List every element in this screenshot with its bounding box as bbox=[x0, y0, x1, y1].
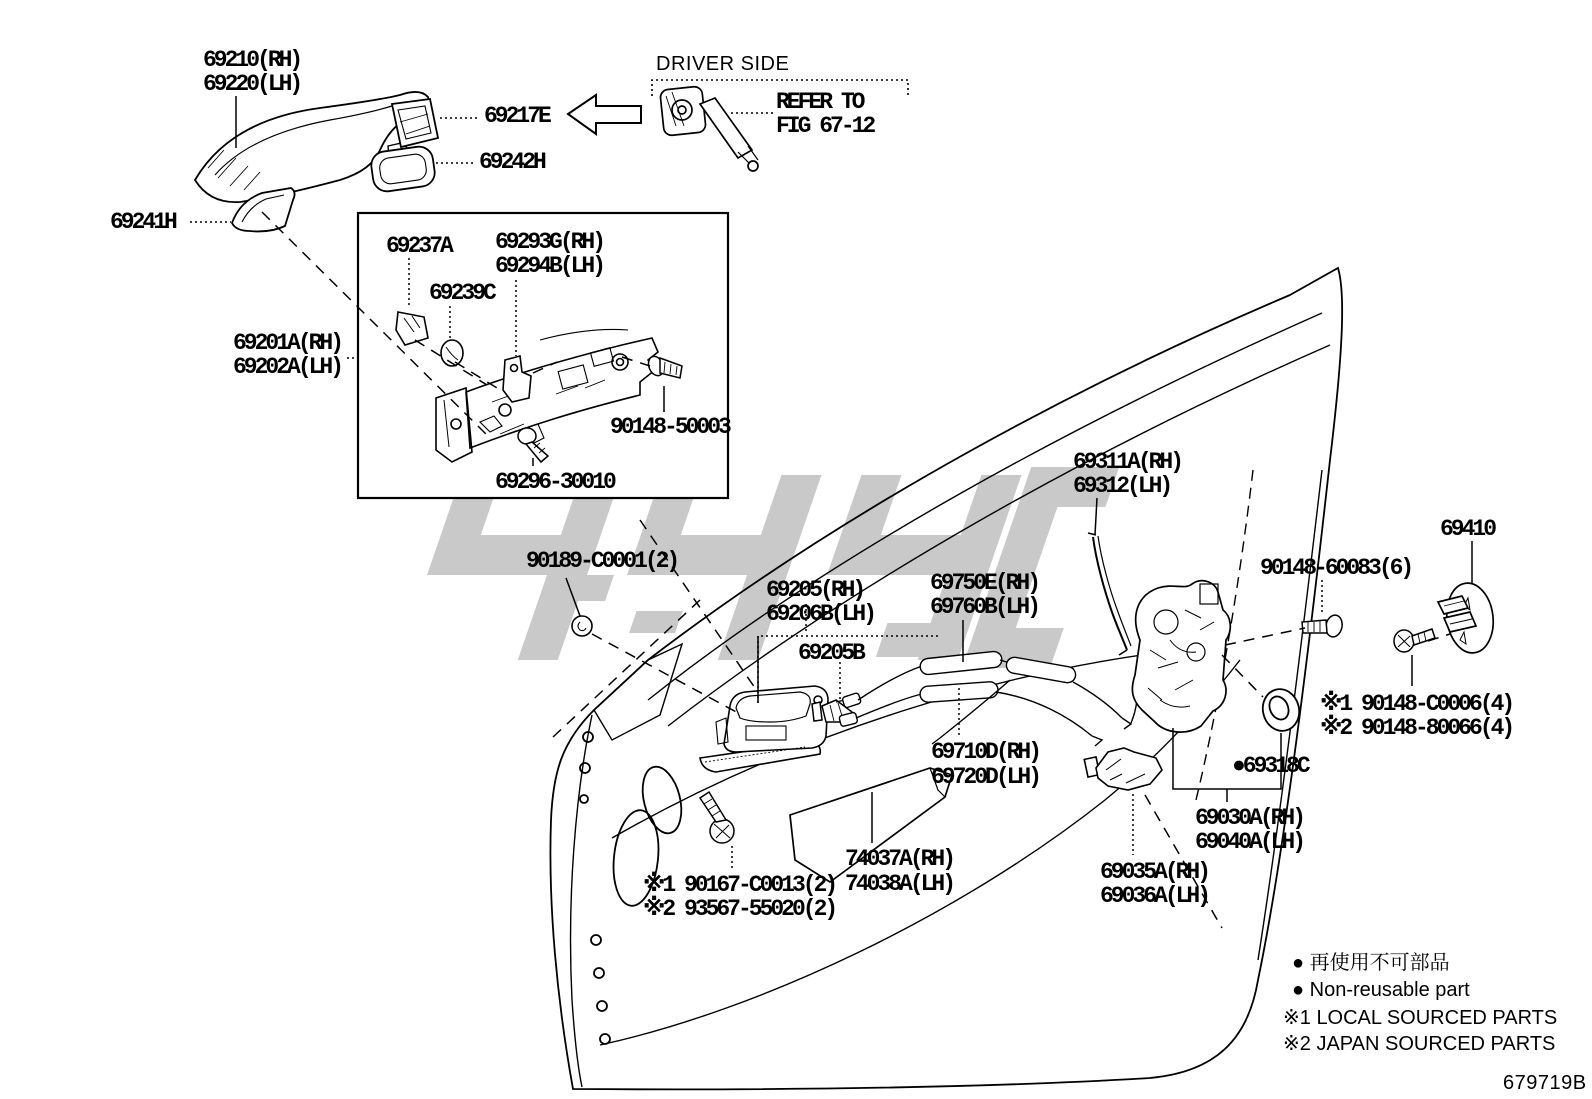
label-69040A: 69040A(LH) bbox=[1195, 829, 1304, 855]
legend-non-reusable-en: ● Non-reusable part bbox=[1292, 979, 1470, 1001]
label-69036A: 69036A(LH) bbox=[1100, 883, 1209, 909]
grommet-69239C bbox=[441, 340, 463, 366]
label-69241H: 69241H bbox=[110, 209, 175, 235]
handle-pad-69242H bbox=[370, 145, 437, 193]
label-69035A: 69035A(RH) bbox=[1100, 859, 1209, 885]
check-strap-drawing bbox=[1084, 748, 1162, 790]
label-x2-93567-55020: ※2 93567-55020(2) bbox=[643, 896, 836, 922]
label-69750E: 69750E(RH) bbox=[930, 570, 1039, 596]
legend-local-sourced: ※1 LOCAL SOURCED PARTS bbox=[1283, 1007, 1558, 1029]
handle-cap-69217E bbox=[392, 99, 438, 147]
grommet-69318C bbox=[1258, 685, 1303, 734]
label-69720D: 69720D(LH) bbox=[931, 764, 1040, 790]
screw-90167-C0013 bbox=[700, 792, 734, 843]
label-69210: 69210(RH) bbox=[203, 47, 301, 73]
latch-assembly-drawing bbox=[1132, 581, 1230, 732]
label-69201A: 69201A(RH) bbox=[233, 330, 342, 356]
label-69318C: ●69318C bbox=[1232, 753, 1308, 779]
doc-number: 679719B bbox=[1503, 1072, 1587, 1094]
label-x2-90148-80066: ※2 90148-80066(4) bbox=[1320, 715, 1513, 741]
label-driver-side: DRIVER SIDE bbox=[656, 53, 790, 75]
label-69206B: 69206B(LH) bbox=[766, 601, 875, 627]
label-69237A: 69237A bbox=[386, 233, 451, 259]
inner-handle-drawing bbox=[700, 686, 828, 772]
label-x1-90167-C0013: ※1 90167-C0013(2) bbox=[643, 872, 836, 898]
label-69311A: 69311A(RH) bbox=[1073, 449, 1182, 475]
label-69710D: 69710D(RH) bbox=[931, 739, 1040, 765]
label-69760B: 69760B(LH) bbox=[930, 594, 1039, 620]
label-69293G: 69293G(RH) bbox=[495, 229, 604, 255]
label-69217E: 69217E bbox=[484, 103, 549, 129]
label-69030A: 69030A(RH) bbox=[1195, 805, 1304, 831]
label-fig-67-12: FIG 67-12 bbox=[776, 113, 874, 139]
label-69205: 69205(RH) bbox=[766, 577, 864, 603]
label-refer-to: REFER TO bbox=[776, 89, 863, 115]
lock-cylinder-drawing bbox=[660, 86, 758, 171]
label-69296-30010: 69296-30010 bbox=[495, 469, 614, 495]
label-69294B: 69294B(LH) bbox=[495, 253, 604, 279]
label-69205B: 69205B bbox=[798, 640, 863, 666]
label-69202A: 69202A(LH) bbox=[233, 354, 342, 380]
label-69242H: 69242H bbox=[479, 149, 544, 175]
nut-90189 bbox=[572, 616, 592, 636]
label-90189-C0001: 90189-C0001(2) bbox=[526, 548, 678, 574]
legend-japan-sourced: ※2 JAPAN SOURCED PARTS bbox=[1283, 1033, 1556, 1055]
lock-rod-drawing bbox=[1088, 533, 1131, 655]
label-90148-60083: 90148-60083(6) bbox=[1260, 555, 1412, 581]
label-x1-90148-C0006: ※1 90148-C0006(4) bbox=[1320, 691, 1513, 717]
left-block-arrow bbox=[568, 95, 641, 134]
label-74038A: 74038A(LH) bbox=[845, 871, 954, 897]
striker-drawing bbox=[1438, 580, 1497, 655]
label-69220: 69220(LH) bbox=[203, 71, 301, 97]
legend-non-reusable-jp: ● 再使用不可部品 bbox=[1292, 952, 1450, 974]
label-90148-50003: 90148-50003 bbox=[610, 414, 729, 440]
label-69239C: 69239C bbox=[429, 280, 494, 306]
label-69312: 69312(LH) bbox=[1073, 473, 1171, 499]
label-69410: 69410 bbox=[1440, 516, 1495, 542]
label-74037A: 74037A(RH) bbox=[845, 846, 954, 872]
screw-90148-60083 bbox=[1302, 614, 1344, 639]
lock-cables-drawing bbox=[836, 651, 1137, 746]
